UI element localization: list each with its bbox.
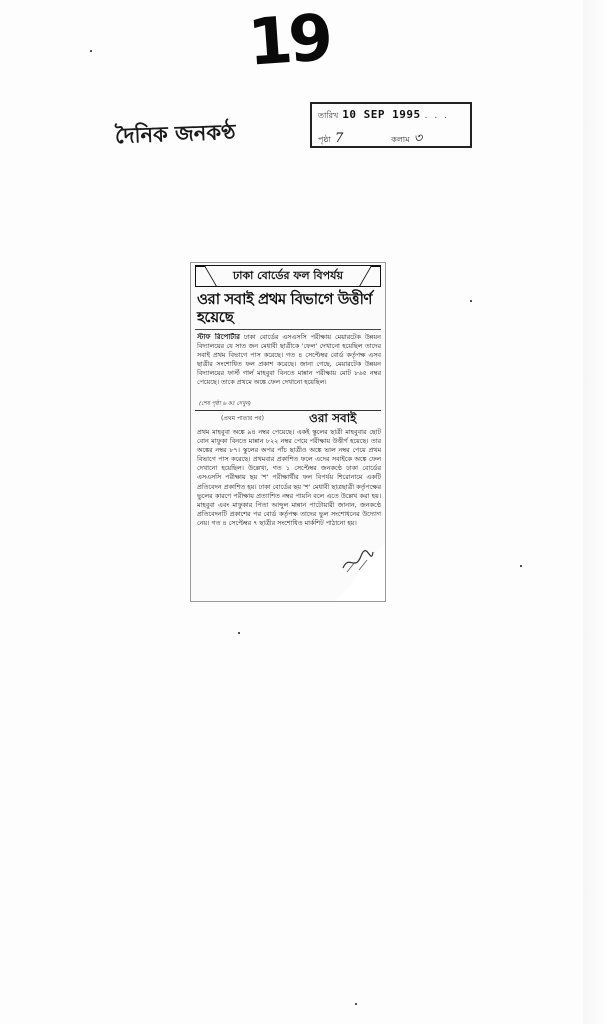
handwritten-page-number: 19 <box>245 1 332 81</box>
stamp-page-label: পৃষ্ঠা <box>318 135 331 144</box>
clipping-body-first-text: ঢাকা বোর্ডের এসএসসি পরীক্ষায় মেয়ারটেক উন্নয়ন বিদ্যালয়ের যে সাত জন মেধাবী ছাত্রীকে 'ফেল' দেখানো হয়েছিল তাদের সবাই প্রথম বিভাগে পাস করেছে। গত ৪ সেপ্টেম্বর বোর্ড কর্তৃপক্ষ এসব ছাত্রীর সংশোধিত ফল প্রকাশ করেছে। জানা গেছে, মেয়ারটেক উন্নয়ন বিদ্যালয়ের ফার্স্ট গার্ল মাহবুবা বিনতে মান্নান পরীক্ষায় মোট ৮৬৫ নম্বর পেয়েছে। তাকে প্রথমে অঙ্কে ফেল দেখানো হয়েছিল। <box>197 333 381 387</box>
scan-speck <box>355 1003 357 1005</box>
stamp-date-trail: . . . <box>424 111 449 121</box>
stamp-page-value: 7 <box>334 131 344 146</box>
scan-speck <box>238 632 240 634</box>
stamp-date-row <box>318 108 449 123</box>
date-stamp <box>310 102 472 148</box>
clipping-kicker: ঢাকা বোর্ডের ফল বিপর্যয় <box>195 265 381 287</box>
clipping-body-second: প্রথম মাহবুবা অঙ্কে ৯৪ নম্বর পেয়েছে। একই স্কুলের ছাত্রী মাহবুবার ছোট বোন মাফুকা বিনতে মান্নান ৮২২ নম্বর পেয়ে পরীক্ষায় উত্তীর্ণ হয়েছে। তার অঙ্কের নম্বর ৮৭। স্কুলের অপর পাঁচ ছাত্রীও অঙ্কে ভাল নম্বর পেয়ে প্রথম বিভাগে পাস করেছে। প্রথমবার প্রকাশিত ফলে এদের সবাইকে অঙ্কে ফেল দেখানো হয়েছিল। উল্লেখ্য, গত ১ সেপ্টেম্বর জনকণ্ঠে ঢাকা বোর্ডের এসএসসি পরীক্ষায় ছয় 'শ' পরীক্ষার্থীর ফল বিপর্যয় শিরোনামে একটি প্রতিবেদন প্রকাশিত হয়। ঢাকা বোর্ডের ছয় 'শ' মেধাবী ছাত্রছাত্রী কর্তৃপক্ষের ভুলের কারণে পরীক্ষায় প্রত্যাশিত নম্বর পায়নি বলে এতে উল্লেখ করা হয়। মাহবুবা এবং মাফুকার পিতা আব্দুল মান্নান পাটোয়ারী জানান, জনকণ্ঠে প্রতিবেদনটি প্রকাশের পর বোর্ড কর্তৃপক্ষ তাদের ভুল সংশোধনের উদ্যোগ নেয়। গত ৪ সেপ্টেম্বর ৭ ছাত্রীর সংশোধিত মার্কশিট পাঠানো হয়। <box>197 428 381 527</box>
scan-speck <box>90 50 92 52</box>
stamp-date-value: 10 SEP 1995 <box>342 108 421 121</box>
clipping-byline: স্টাফ রিপোর্টার <box>197 333 240 341</box>
clipping-headline: ওরা সবাই প্রথম বিভাগে উত্তীর্ণ হয়েছে <box>197 290 372 326</box>
newspaper-clipping <box>190 262 386 602</box>
clipping-body-first <box>197 333 381 401</box>
stamp-page-row <box>318 129 422 150</box>
clipping-continued-note: (শেষ পৃষ্ঠা ৬ কঃ দেখুন) <box>199 401 251 407</box>
stamp-column-value: ৩ <box>413 131 423 146</box>
continuation-title: ওরা সবাই <box>309 411 357 425</box>
scribble-mark-icon <box>341 548 375 574</box>
newspaper-masthead: দৈনিক জনকণ্ঠ <box>114 118 236 149</box>
continuation-from-note: (প্রথম পাতার পর) <box>221 415 264 422</box>
headline-rule <box>195 329 381 330</box>
scan-speck <box>520 565 522 567</box>
stamp-date-label: তারিখ <box>318 111 339 120</box>
page-edge-shadow <box>583 0 609 1024</box>
stamp-column-label: কলাম <box>391 135 410 144</box>
scan-speck <box>470 300 472 302</box>
